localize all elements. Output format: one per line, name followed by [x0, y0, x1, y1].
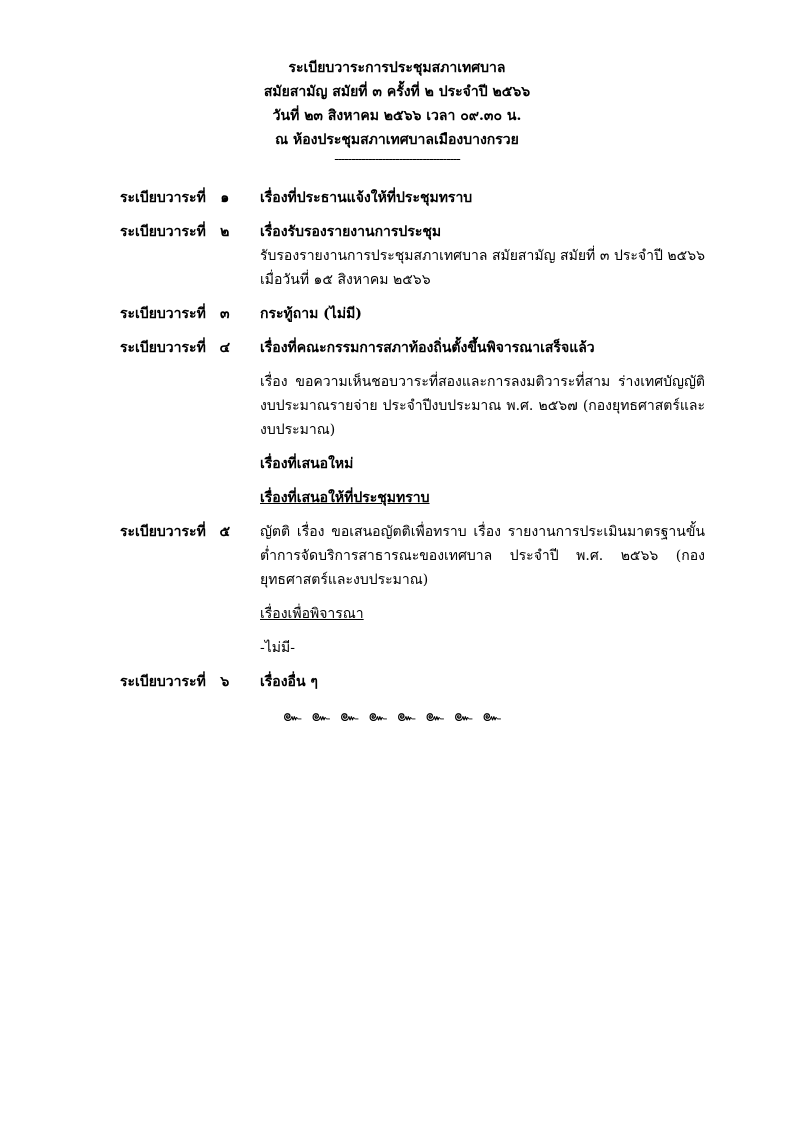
- new-matters-consider-heading: เรื่องเพื่อพิจารณา: [260, 606, 364, 622]
- agenda-item-4: [120, 336, 705, 442]
- agenda-number: ๔: [219, 340, 231, 356]
- agenda-label: ระเบียบวาระที่: [120, 524, 206, 540]
- agenda-detail: รับรองรายงานการประชุมสภาเทศบาล สมัยสามัญ สมัยที่ ๓ ประจำปี ๒๕๖๖ เมื่อวันที่ ๑๕ สิงหาคม ๒๕๖๖: [260, 248, 705, 288]
- agenda-label: ระเบียบวาระที่: [120, 306, 206, 322]
- agenda-detail: ญัตติ เรื่อง ขอเสนอญัตติเพื่อทราบ เรื่อง รายงานการประเมินมาตรฐานขั้นต่ำการจัดบริการสาธารณะของเทศบาล ประจำปี พ.ศ. ๒๕๖๖ (กองยุทธศาสตร์และงบประมาณ): [260, 524, 705, 588]
- agenda-title: เรื่องอื่น ๆ: [260, 674, 318, 690]
- header-venue: ณ ห้องประชุมสภาเทศบาลเมืองบางกรวย: [275, 132, 519, 148]
- ending-mark: ๛๛๛๛๛๛๛๛: [282, 706, 512, 725]
- document-header: [0, 56, 794, 168]
- agenda-label: ระเบียบวาระที่: [120, 224, 206, 240]
- agenda-number: ๕: [219, 524, 231, 540]
- new-matters-heading: เรื่องที่เสนอใหม่: [260, 456, 354, 472]
- agenda-title: เรื่องที่คณะกรรมการสภาท้องถิ่นตั้งขึ้นพิจารณาเสร็จแล้ว: [260, 340, 595, 356]
- header-divider: -------------------------------------: [334, 152, 460, 167]
- new-matters-inform-heading: เรื่องที่เสนอให้ที่ประชุมทราบ: [260, 490, 430, 506]
- header-title: ระเบียบวาระการประชุมสภาเทศบาล: [288, 60, 506, 76]
- header-date: วันที่ ๒๓ สิงหาคม ๒๕๖๖ เวลา ๐๙.๓๐ น.: [272, 108, 522, 124]
- agenda-list: [120, 186, 705, 704]
- agenda-number: ๖: [220, 674, 230, 690]
- new-matters-none: -ไม่มี-: [260, 640, 295, 656]
- agenda-title: กระทู้ถาม (ไม่มี): [260, 306, 362, 322]
- agenda-item-3: [120, 302, 705, 326]
- agenda-title: เรื่องที่ประธานแจ้งให้ที่ประชุมทราบ: [260, 190, 473, 206]
- agenda-item-5: [120, 520, 705, 592]
- agenda-label: ระเบียบวาระที่: [120, 190, 206, 206]
- header-session: สมัยสามัญ สมัยที่ ๓ ครั้งที่ ๒ ประจำปี ๒๕๖๖: [263, 84, 531, 100]
- agenda-title: เรื่องรับรองรายงานการประชุม: [260, 224, 442, 240]
- agenda-label: ระเบียบวาระที่: [120, 340, 206, 356]
- agenda-item-1: [120, 186, 705, 210]
- agenda-number: ๓: [220, 306, 230, 322]
- agenda-number: ๒: [220, 224, 230, 240]
- agenda-label: ระเบียบวาระที่: [120, 674, 206, 690]
- agenda-item-2: [120, 220, 705, 292]
- agenda-number: ๑: [220, 190, 230, 206]
- agenda-detail: เรื่อง ขอความเห็นชอบวาระที่สองและการลงมติวาระที่สาม ร่างเทศบัญญัติงบประมาณรายจ่าย ประจำปีงบประมาณ พ.ศ. ๒๕๖๗ (กองยุทธศาสตร์และงบประมาณ): [260, 374, 705, 438]
- agenda-item-6: [120, 670, 705, 694]
